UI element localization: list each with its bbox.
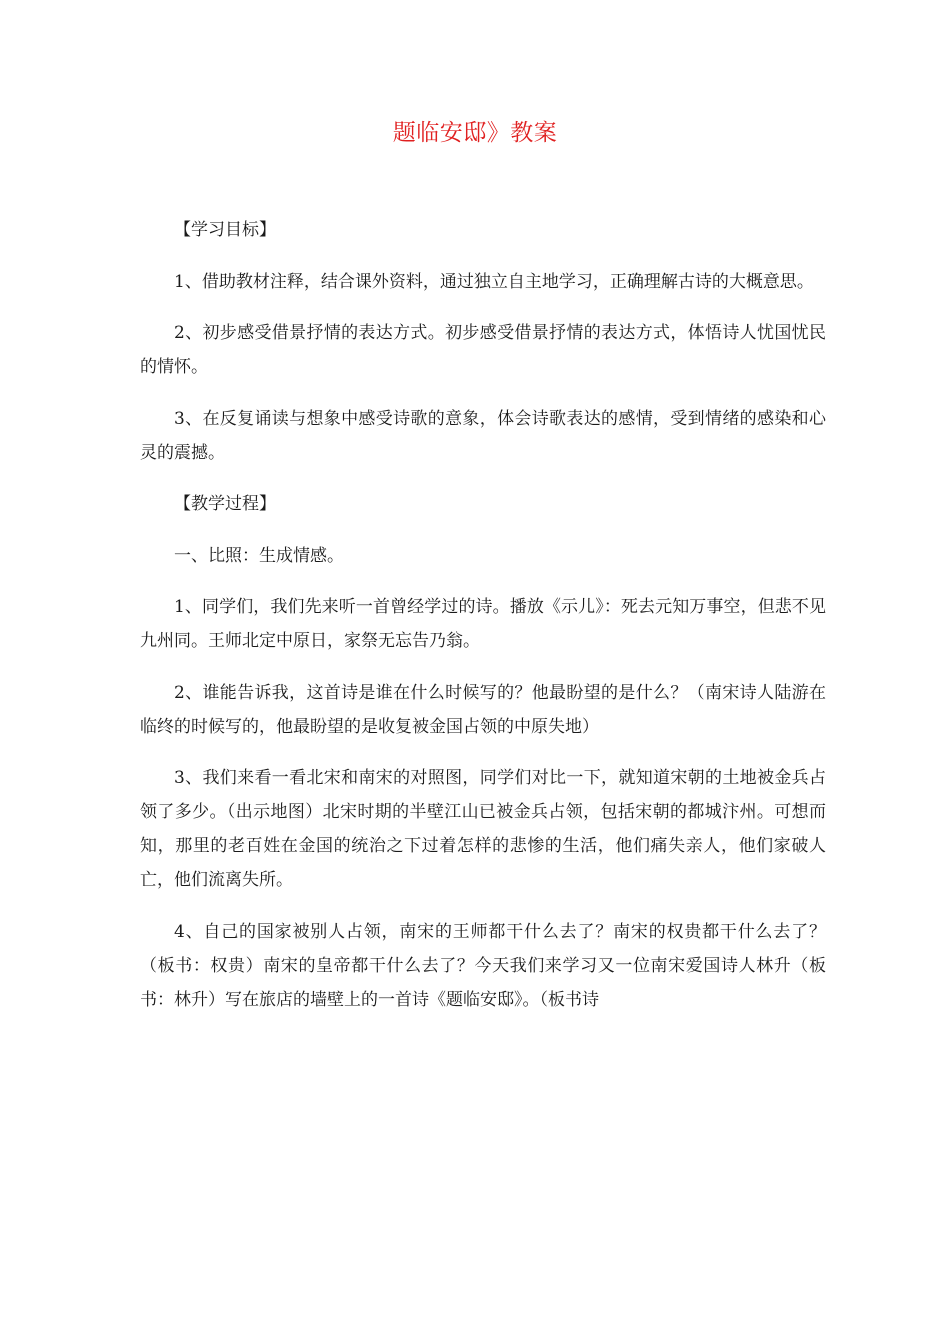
objective-paragraph: 2、初步感受借景抒情的表达方式。初步感受借景抒情的表达方式，体悟诗人忧国忧民的情怀。 — [140, 323, 826, 377]
section-heading-objectives: 【学习目标】 — [174, 220, 276, 240]
section-heading-process: 【教学过程】 — [174, 494, 276, 514]
process-paragraph: 4、自己的国家被别人占领，南宋的王师都干什么去了？南宋的权贵都干什么去了？（板书：权贵）南宋的皇帝都干什么去了？今天我们来学习又一位南宋爱国诗人林升（板书：林升）写在旅店的墙壁上的一首诗《题临安邸》。（板书诗 — [140, 921, 826, 1010]
process-paragraph: 3、我们来看一看北宋和南宋的对照图，同学们对比一下，就知道宋朝的土地被金兵占领了多少。（出示地图）北宋时期的半壁江山已被金兵占领，包括宋朝的都城汴州。可想而知，那里的老百姓在金国的统治之下过着怎样的悲惨的生活，他们痛失亲人，他们家破人亡，他们流离失所。 — [140, 768, 826, 890]
process-paragraph: 2、谁能告诉我，这首诗是谁在什么时候写的？他最盼望的是什么？（南宋诗人陆游在临终的时候写的，他最盼望的是收复被金国占领的中原失地） — [140, 682, 826, 737]
document-title: 题临安邸》教案 — [392, 120, 558, 146]
process-paragraph: 1、同学们，我们先来听一首曾经学过的诗。播放《示儿》：死去元知万事空，但悲不见九州同。王师北定中原日，家祭无忘告乃翁。 — [140, 597, 826, 651]
document-body — [140, 213, 826, 1034]
subsection-heading: 一、比照：生成情感。 — [174, 545, 344, 566]
objective-paragraph: 3、在反复诵读与想象中感受诗歌的意象，体会诗歌表达的感情，受到情绪的感染和心灵的震撼。 — [140, 408, 826, 463]
objective-paragraph: 1、借助教材注释，结合课外资料，通过独立自主地学习，正确理解古诗的大概意思。 — [174, 271, 814, 292]
